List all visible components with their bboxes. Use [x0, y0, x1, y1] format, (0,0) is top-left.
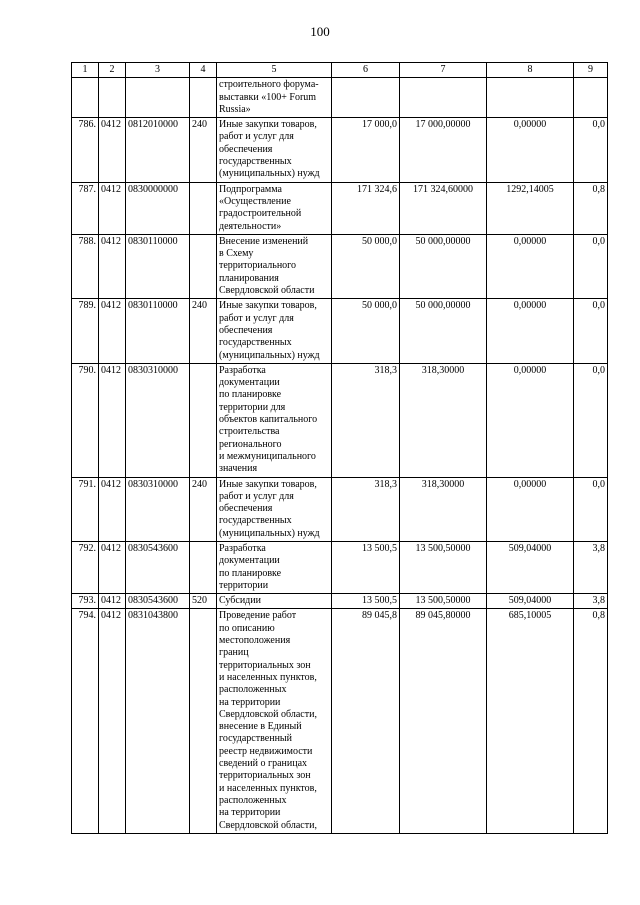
expense-type-code-cell: 520 — [190, 594, 217, 609]
row-number-cell: 787. — [72, 182, 99, 234]
executed-amount-cell: 0,00000 — [487, 299, 574, 363]
header-cell-3: 3 — [126, 63, 190, 78]
page-number: 100 — [310, 24, 330, 39]
section-code-cell — [99, 78, 126, 118]
executed-amount-cell: 509,04000 — [487, 594, 574, 609]
section-code-cell: 0412 — [99, 234, 126, 298]
target-article-code-cell: 0830000000 — [126, 182, 190, 234]
header-cell-2: 2 — [99, 63, 126, 78]
expense-type-code-cell — [190, 363, 217, 477]
row-number-cell: 790. — [72, 363, 99, 477]
item-name-cell: Субсидии — [217, 594, 332, 609]
header-row — [72, 63, 608, 78]
header-cell-1: 1 — [72, 63, 99, 78]
expense-type-code-cell: 240 — [190, 477, 217, 541]
execution-percent-cell: 3,8 — [574, 541, 608, 593]
execution-percent-cell: 0,0 — [574, 363, 608, 477]
planned-amount-cell: 50 000,0 — [332, 299, 400, 363]
approved-amount-cell — [400, 78, 487, 118]
planned-amount-cell: 318,3 — [332, 363, 400, 477]
executed-amount-cell: 0,00000 — [487, 477, 574, 541]
executed-amount-cell: 0,00000 — [487, 363, 574, 477]
target-article-code-cell: 0830110000 — [126, 234, 190, 298]
table-row — [72, 363, 608, 477]
header-cell-9: 9 — [574, 63, 608, 78]
table-row — [72, 299, 608, 363]
item-name-cell: Иные закупки товаров, работ и услуг для обеспечения государственных (муниципальных) нужд — [217, 299, 332, 363]
target-article-code-cell: 0830110000 — [126, 299, 190, 363]
section-code-cell: 0412 — [99, 609, 126, 833]
expense-type-code-cell: 240 — [190, 118, 217, 182]
approved-amount-cell: 13 500,50000 — [400, 541, 487, 593]
approved-amount-cell: 13 500,50000 — [400, 594, 487, 609]
item-name-cell: Разработка документации по планировке территории — [217, 541, 332, 593]
planned-amount-cell: 13 500,5 — [332, 594, 400, 609]
approved-amount-cell: 89 045,80000 — [400, 609, 487, 833]
planned-amount-cell: 17 000,0 — [332, 118, 400, 182]
table-row — [72, 477, 608, 541]
item-name-cell: Иные закупки товаров, работ и услуг для обеспечения государственных (муниципальных) нужд — [217, 477, 332, 541]
row-number-cell: 786. — [72, 118, 99, 182]
table-row — [72, 541, 608, 593]
section-code-cell: 0412 — [99, 182, 126, 234]
approved-amount-cell: 17 000,00000 — [400, 118, 487, 182]
execution-percent-cell: 0,0 — [574, 234, 608, 298]
budget-table — [71, 62, 608, 834]
approved-amount-cell: 171 324,60000 — [400, 182, 487, 234]
table-row — [72, 609, 608, 833]
approved-amount-cell: 50 000,00000 — [400, 299, 487, 363]
target-article-code-cell: 0830543600 — [126, 594, 190, 609]
item-name-cell: Иные закупки товаров, работ и услуг для обеспечения государственных (муниципальных) нужд — [217, 118, 332, 182]
execution-percent-cell: 0,0 — [574, 299, 608, 363]
target-article-code-cell: 0830310000 — [126, 477, 190, 541]
header-cell-8: 8 — [487, 63, 574, 78]
executed-amount-cell: 0,00000 — [487, 234, 574, 298]
item-name-cell: Внесение изменений в Схему территориального планирования Свердловской области — [217, 234, 332, 298]
expense-type-code-cell — [190, 541, 217, 593]
executed-amount-cell — [487, 78, 574, 118]
expense-type-code-cell — [190, 234, 217, 298]
section-code-cell: 0412 — [99, 594, 126, 609]
section-code-cell: 0412 — [99, 363, 126, 477]
row-number-cell: 792. — [72, 541, 99, 593]
approved-amount-cell: 318,30000 — [400, 477, 487, 541]
item-name-cell: Подпрограмма «Осуществление градостроительной деятельности» — [217, 182, 332, 234]
section-code-cell: 0412 — [99, 477, 126, 541]
row-number-cell — [72, 78, 99, 118]
section-code-cell: 0412 — [99, 541, 126, 593]
planned-amount-cell — [332, 78, 400, 118]
target-article-code-cell: 0812010000 — [126, 118, 190, 182]
item-name-cell: Проведение работ по описанию местоположения границ территориальных зон и населенных пунктов, расположенных на территории Свердловской области, внесение в Единый государственный реестр недвижимости сведений о границах территориальных зон и населенных пунктов, расположенных на территории Свердловской области, — [217, 609, 332, 833]
execution-percent-cell: 0,0 — [574, 118, 608, 182]
target-article-code-cell: 0830543600 — [126, 541, 190, 593]
item-name-cell: Разработка документации по планировке территории для объектов капитального строительства регионального и межмуниципального значения — [217, 363, 332, 477]
execution-percent-cell — [574, 78, 608, 118]
table-row — [72, 78, 608, 118]
executed-amount-cell: 1292,14005 — [487, 182, 574, 234]
planned-amount-cell: 318,3 — [332, 477, 400, 541]
header-cell-5: 5 — [217, 63, 332, 78]
expense-type-code-cell — [190, 609, 217, 833]
target-article-code-cell: 0830310000 — [126, 363, 190, 477]
target-article-code-cell — [126, 78, 190, 118]
header-cell-7: 7 — [400, 63, 487, 78]
table-row — [72, 182, 608, 234]
executed-amount-cell: 685,10005 — [487, 609, 574, 833]
execution-percent-cell: 0,8 — [574, 609, 608, 833]
planned-amount-cell: 171 324,6 — [332, 182, 400, 234]
execution-percent-cell: 0,0 — [574, 477, 608, 541]
table-row — [72, 234, 608, 298]
header-cell-4: 4 — [190, 63, 217, 78]
approved-amount-cell: 50 000,00000 — [400, 234, 487, 298]
expense-type-code-cell — [190, 182, 217, 234]
table-row — [72, 118, 608, 182]
executed-amount-cell: 0,00000 — [487, 118, 574, 182]
expense-type-code-cell: 240 — [190, 299, 217, 363]
item-name-cell: строительного форума- выставки «100+ Forum Russia» — [217, 78, 332, 118]
section-code-cell: 0412 — [99, 118, 126, 182]
row-number-cell: 789. — [72, 299, 99, 363]
approved-amount-cell: 318,30000 — [400, 363, 487, 477]
row-number-cell: 788. — [72, 234, 99, 298]
row-number-cell: 791. — [72, 477, 99, 541]
row-number-cell: 793. — [72, 594, 99, 609]
planned-amount-cell: 50 000,0 — [332, 234, 400, 298]
executed-amount-cell: 509,04000 — [487, 541, 574, 593]
planned-amount-cell: 13 500,5 — [332, 541, 400, 593]
planned-amount-cell: 89 045,8 — [332, 609, 400, 833]
execution-percent-cell: 0,8 — [574, 182, 608, 234]
header-cell-6: 6 — [332, 63, 400, 78]
table-row — [72, 594, 608, 609]
table-body — [72, 63, 608, 834]
row-number-cell: 794. — [72, 609, 99, 833]
execution-percent-cell: 3,8 — [574, 594, 608, 609]
expense-type-code-cell — [190, 78, 217, 118]
target-article-code-cell: 0831043800 — [126, 609, 190, 833]
section-code-cell: 0412 — [99, 299, 126, 363]
